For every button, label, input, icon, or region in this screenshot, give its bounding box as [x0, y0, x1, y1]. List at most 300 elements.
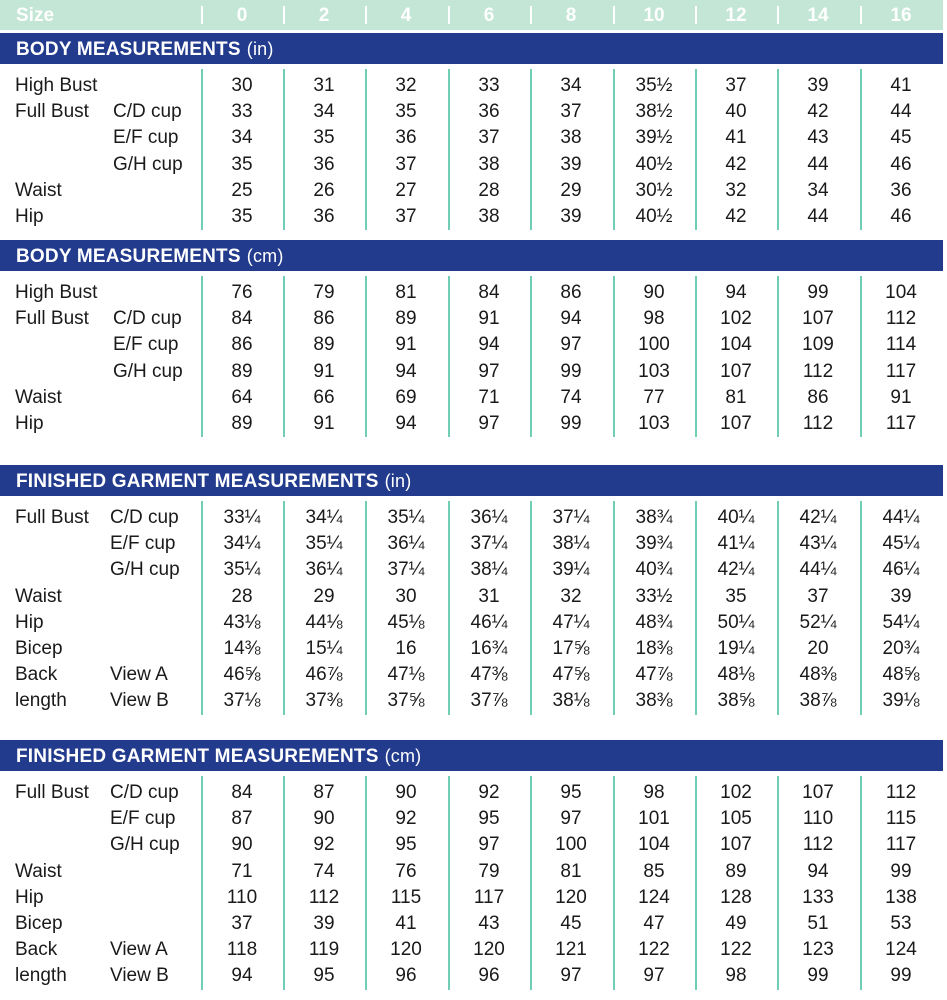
measurement-cell: 52¼ [799, 611, 837, 633]
measurement-cell: 41 [395, 913, 417, 934]
measurement-cell: 38¼ [552, 533, 590, 555]
measurement-cell: 39⅛ [882, 690, 920, 712]
measurement-cell: 46⅝ [223, 664, 261, 686]
measurement-cell: 46⅞ [305, 664, 343, 686]
measurement-cell: 105 [720, 808, 752, 830]
measurement-cell: 100 [638, 334, 670, 356]
measurement-section [0, 465, 943, 715]
measurement-cell: 97 [560, 965, 582, 987]
measurement-cell: 86 [231, 334, 253, 356]
measurement-cell: 117 [885, 413, 917, 434]
row-sublabel: C/D cup [110, 782, 179, 803]
measurement-cell: 51 [807, 913, 829, 934]
table-row [0, 610, 943, 636]
measurement-cell: 37 [725, 75, 747, 96]
row-label: Hip [15, 886, 44, 908]
measurement-cell: 94 [395, 413, 417, 434]
measurement-cell: 81 [725, 386, 747, 408]
measurement-cell: 100 [555, 834, 587, 856]
measurement-cell: 99 [560, 360, 582, 382]
measurement-cell: 138 [885, 886, 917, 908]
measurement-cell: 112 [802, 834, 834, 856]
measurement-cell: 47⅞ [635, 664, 673, 686]
measurement-cell: 107 [720, 834, 752, 856]
measurement-cell: 48⅛ [717, 664, 755, 686]
measurement-cell: 39 [560, 153, 582, 175]
measurement-cell: 91 [313, 360, 335, 382]
measurement-cell: 29 [560, 179, 582, 201]
measurement-cell: 46¼ [470, 611, 508, 633]
row-label: High Bust [15, 75, 98, 96]
measurement-cell: 102 [720, 308, 752, 330]
row-sublabel: G/H cup [113, 360, 183, 382]
measurement-cell: 104 [720, 334, 752, 356]
row-sublabel: View A [110, 664, 168, 686]
table-row [0, 531, 943, 557]
table-row [0, 832, 943, 858]
measurement-cell: 39 [560, 206, 582, 227]
measurement-cell: 110 [226, 886, 258, 908]
measurement-cell: 86 [313, 308, 335, 330]
measurement-cell: 47¼ [552, 611, 590, 633]
section-title-bar [0, 33, 943, 64]
measurement-cell: 94 [725, 282, 747, 303]
measurement-cell: 44¼ [799, 559, 837, 581]
measurement-cell: 90 [231, 834, 253, 856]
measurement-cell: 53 [890, 913, 912, 934]
measurement-cell: 112 [308, 886, 340, 908]
row-label: Hip [15, 413, 44, 434]
measurement-cell: 35 [725, 585, 747, 607]
measurement-cell: 29 [313, 585, 335, 607]
measurement-cell: 35¼ [305, 533, 343, 555]
measurement-cell: 101 [638, 808, 670, 830]
section-unit: (in) [246, 39, 274, 59]
measurement-cell: 20 [807, 638, 829, 659]
measurement-cell: 79 [478, 860, 500, 882]
measurement-cell: 102 [720, 782, 752, 803]
measurement-cell: 98 [643, 782, 665, 803]
measurement-cell: 37⅜ [305, 690, 343, 712]
measurement-cell: 38⅜ [635, 690, 673, 712]
measurement-cell: 123 [802, 939, 834, 961]
measurement-cell: 103 [638, 360, 670, 382]
table-row [0, 859, 943, 885]
measurement-cell: 48⅝ [882, 664, 920, 686]
measurement-cell: 84 [231, 308, 253, 330]
measurement-cell: 37 [395, 153, 417, 175]
table-row [0, 385, 943, 411]
row-label: Back [15, 664, 58, 686]
measurement-cell: 112 [802, 413, 834, 434]
measurement-cell: 77 [643, 386, 665, 408]
row-label: Hip [15, 611, 44, 633]
measurement-cell: 34 [313, 101, 335, 123]
table-row [0, 780, 943, 806]
measurement-cell: 91 [478, 308, 500, 330]
measurement-cell: 50¼ [717, 611, 755, 633]
row-sublabel: E/F cup [110, 808, 176, 830]
measurement-cell: 117 [473, 886, 505, 908]
row-label: Full Bust [15, 507, 89, 528]
measurement-cell: 37 [231, 913, 253, 934]
measurement-cell: 43⅛ [223, 611, 261, 633]
measurement-cell: 32 [395, 75, 417, 96]
measurement-cell: 133 [802, 886, 834, 908]
table-row [0, 359, 943, 385]
measurement-cell: 97 [478, 834, 500, 856]
measurement-cell: 44⅛ [305, 611, 343, 633]
measurement-cell: 107 [720, 360, 752, 382]
row-label: Full Bust [15, 782, 89, 803]
measurement-cell: 35¼ [223, 559, 261, 581]
section-unit: (cm) [384, 746, 422, 766]
row-label: length [15, 690, 67, 712]
measurement-cell: 36 [395, 127, 417, 149]
measurement-cell: 81 [395, 282, 417, 303]
row-label: High Bust [15, 282, 98, 303]
row-sublabel: C/D cup [113, 308, 182, 330]
measurement-cell: 99 [807, 965, 829, 987]
measurement-section [0, 33, 943, 230]
measurement-cell: 16 [395, 638, 417, 659]
measurement-cell: 94 [231, 965, 253, 987]
section-title-bar [0, 465, 943, 496]
section-title-text: FINISHED GARMENT MEASUREMENTS [16, 746, 379, 767]
table-row [0, 584, 943, 610]
measurement-cell: 47⅛ [387, 664, 425, 686]
measurement-cell: 34 [231, 127, 253, 149]
measurement-cell: 36 [478, 101, 500, 123]
measurement-cell: 38⅛ [552, 690, 590, 712]
measurement-cell: 34¼ [305, 507, 343, 528]
measurement-cell: 69 [395, 386, 417, 408]
size-header-12: 12 [725, 5, 747, 26]
measurement-cell: 18⅜ [635, 638, 673, 659]
measurement-cell: 76 [395, 860, 417, 882]
measurement-cell: 85 [643, 860, 665, 882]
measurement-cell: 34 [560, 75, 582, 96]
measurement-cell: 103 [638, 413, 670, 434]
row-sublabel: E/F cup [110, 533, 176, 555]
measurement-cell: 124 [885, 939, 917, 961]
measurement-cell: 49 [725, 913, 747, 934]
measurement-cell: 99 [560, 413, 582, 434]
section-title [16, 740, 421, 773]
measurement-cell: 95 [478, 808, 500, 830]
measurement-cell: 99 [890, 965, 912, 987]
measurement-cell: 46¼ [882, 559, 920, 581]
measurement-cell: 36 [313, 206, 335, 227]
row-sublabel: G/H cup [110, 559, 180, 581]
measurement-cell: 35 [231, 153, 253, 175]
measurement-cell: 38¼ [470, 559, 508, 581]
measurement-cell: 64 [231, 386, 253, 408]
table-row [0, 806, 943, 832]
measurement-cell: 37¼ [552, 507, 590, 528]
measurement-cell: 84 [231, 782, 253, 803]
measurement-cell: 91 [313, 413, 335, 434]
table-row [0, 911, 943, 937]
measurement-cell: 90 [643, 282, 665, 303]
measurement-cell: 95 [560, 782, 582, 803]
measurement-cell: 107 [720, 413, 752, 434]
measurement-cell: 117 [885, 360, 917, 382]
measurement-cell: 97 [560, 808, 582, 830]
section-title [16, 240, 284, 273]
measurement-cell: 16¾ [470, 638, 508, 659]
measurement-cell: 33 [231, 101, 253, 123]
measurement-cell: 46 [890, 206, 912, 227]
measurement-cell: 47 [643, 913, 665, 934]
measurement-cell: 40½ [635, 206, 673, 227]
measurement-cell: 40¾ [635, 559, 673, 581]
table-row [0, 411, 943, 437]
measurement-cell: 25 [231, 179, 253, 201]
measurement-cell: 121 [555, 939, 587, 961]
measurement-cell: 37⅛ [223, 690, 261, 712]
measurement-cell: 48⅜ [799, 664, 837, 686]
measurement-cell: 34 [807, 179, 829, 201]
measurement-cell: 42 [725, 153, 747, 175]
measurement-cell: 35¼ [387, 507, 425, 528]
measurement-cell: 122 [638, 939, 670, 961]
measurement-cell: 27 [395, 179, 417, 201]
measurement-section [0, 740, 943, 990]
measurement-cell: 79 [313, 282, 335, 303]
row-label: Waist [15, 179, 62, 201]
section-title [16, 465, 411, 498]
measurement-cell: 48¾ [635, 611, 673, 633]
row-sublabel: E/F cup [113, 127, 179, 149]
measurement-cell: 94 [395, 360, 417, 382]
section-unit: (cm) [246, 246, 284, 266]
measurement-cell: 107 [802, 308, 834, 330]
size-header-8: 8 [565, 5, 577, 26]
measurement-cell: 71 [231, 860, 253, 882]
measurement-cell: 87 [231, 808, 253, 830]
measurement-cell: 96 [395, 965, 417, 987]
size-header-16: 16 [890, 5, 912, 26]
measurement-cell: 44 [807, 206, 829, 227]
row-sublabel: View A [110, 939, 168, 961]
row-label: Waist [15, 860, 62, 882]
measurement-cell: 38 [478, 153, 500, 175]
measurement-cell: 46 [890, 153, 912, 175]
measurement-cell: 120 [390, 939, 422, 961]
measurement-cell: 94 [478, 334, 500, 356]
table-row [0, 332, 943, 358]
measurement-cell: 44¼ [882, 507, 920, 528]
measurement-cell: 97 [478, 360, 500, 382]
measurement-cell: 39¼ [552, 559, 590, 581]
measurement-cell: 91 [395, 334, 417, 356]
measurement-cell: 104 [885, 282, 917, 303]
measurement-cell: 20¾ [882, 638, 920, 659]
row-label: Hip [15, 206, 44, 227]
table-row [0, 280, 943, 306]
measurement-cell: 36¼ [387, 533, 425, 555]
measurement-cell: 54¼ [882, 611, 920, 633]
measurement-cell: 38½ [635, 101, 673, 123]
measurement-cell: 35 [231, 206, 253, 227]
row-label: length [15, 965, 67, 987]
measurement-cell: 71 [478, 386, 500, 408]
measurement-cell: 31 [313, 75, 335, 96]
measurement-cell: 107 [802, 782, 834, 803]
section-unit: (in) [384, 471, 412, 491]
row-sublabel: View B [110, 965, 169, 987]
table-row [0, 204, 943, 230]
measurement-cell: 38 [478, 206, 500, 227]
measurement-cell: 41¼ [717, 533, 755, 555]
measurement-cell: 89 [231, 360, 253, 382]
measurement-cell: 43 [478, 913, 500, 934]
row-sublabel: G/H cup [113, 153, 183, 175]
measurement-cell: 37⅞ [470, 690, 508, 712]
measurement-cell: 39½ [635, 127, 673, 149]
measurement-cell: 39¾ [635, 533, 673, 555]
measurement-cell: 33½ [635, 585, 673, 607]
size-header-6: 6 [483, 5, 495, 26]
measurement-cell: 95 [313, 965, 335, 987]
measurement-cell: 37⅝ [387, 690, 425, 712]
measurement-cell: 39 [807, 75, 829, 96]
size-header-2: 2 [318, 5, 330, 26]
row-sublabel: E/F cup [113, 334, 179, 356]
section-title [16, 33, 274, 66]
measurement-cell: 47⅜ [470, 664, 508, 686]
table-row [0, 178, 943, 204]
row-sublabel: C/D cup [110, 507, 179, 528]
measurement-cell: 86 [807, 386, 829, 408]
row-sublabel: C/D cup [113, 101, 182, 123]
measurement-cell: 39 [313, 913, 335, 934]
size-header-label: Size [16, 5, 55, 26]
measurement-cell: 76 [231, 282, 253, 303]
measurement-cell: 109 [802, 334, 834, 356]
measurement-cell: 37¼ [470, 533, 508, 555]
measurement-cell: 44 [807, 153, 829, 175]
measurement-cell: 38¾ [635, 507, 673, 528]
row-label: Full Bust [15, 101, 89, 123]
measurement-cell: 37 [807, 585, 829, 607]
size-header-4: 4 [400, 5, 412, 26]
measurement-cell: 112 [885, 782, 917, 803]
measurement-cell: 110 [802, 808, 834, 830]
row-label: Bicep [15, 913, 63, 934]
measurement-cell: 33 [478, 75, 500, 96]
measurement-cell: 86 [560, 282, 582, 303]
measurement-cell: 43 [807, 127, 829, 149]
table-row [0, 125, 943, 151]
measurement-cell: 34¼ [223, 533, 261, 555]
measurement-cell: 28 [231, 585, 253, 607]
measurement-cell: 40½ [635, 153, 673, 175]
measurement-cell: 96 [478, 965, 500, 987]
row-label: Back [15, 939, 58, 961]
measurement-cell: 97 [478, 413, 500, 434]
measurement-cell: 118 [226, 939, 258, 961]
measurement-cell: 98 [643, 308, 665, 330]
measurement-cell: 42 [725, 206, 747, 227]
section-title-bar [0, 740, 943, 771]
measurement-cell: 124 [638, 886, 670, 908]
table-row [0, 73, 943, 99]
measurement-cell: 74 [560, 386, 582, 408]
measurement-cell: 15¼ [305, 638, 343, 659]
section-title-text: FINISHED GARMENT MEASUREMENTS [16, 471, 379, 492]
measurement-cell: 38⅝ [717, 690, 755, 712]
measurement-cell: 43¼ [799, 533, 837, 555]
measurement-cell: 89 [395, 308, 417, 330]
measurement-cell: 33¼ [223, 507, 261, 528]
measurement-cell: 36¼ [305, 559, 343, 581]
measurement-cell: 128 [720, 886, 752, 908]
measurement-cell: 30½ [635, 179, 673, 201]
measurement-cell: 104 [638, 834, 670, 856]
measurement-cell: 99 [890, 860, 912, 882]
measurement-cell: 84 [478, 282, 500, 303]
measurement-cell: 89 [725, 860, 747, 882]
measurement-cell: 40¼ [717, 507, 755, 528]
measurement-section [0, 240, 943, 437]
measurement-cell: 45⅛ [387, 611, 425, 633]
measurement-cell: 44 [890, 101, 912, 123]
measurement-cell: 30 [395, 585, 417, 607]
measurement-cell: 89 [313, 334, 335, 356]
measurement-cell: 38⅞ [799, 690, 837, 712]
measurement-cell: 66 [313, 386, 335, 408]
measurement-cell: 35 [313, 127, 335, 149]
section-title-text: BODY MEASUREMENTS [16, 246, 241, 267]
measurement-cell: 97 [643, 965, 665, 987]
measurement-cell: 122 [720, 939, 752, 961]
section-title-text: BODY MEASUREMENTS [16, 39, 241, 60]
table-row [0, 99, 943, 125]
measurement-cell: 42¼ [799, 507, 837, 528]
measurement-cell: 36 [890, 179, 912, 201]
measurement-cell: 92 [478, 782, 500, 803]
measurement-cell: 92 [395, 808, 417, 830]
measurement-cell: 97 [560, 334, 582, 356]
measurement-cell: 45¼ [882, 533, 920, 555]
measurement-cell: 42 [807, 101, 829, 123]
measurement-cell: 35 [395, 101, 417, 123]
measurement-cell: 98 [725, 965, 747, 987]
measurement-cell: 37¼ [387, 559, 425, 581]
measurement-cell: 91 [890, 386, 912, 408]
measurement-cell: 95 [395, 834, 417, 856]
measurement-cell: 81 [560, 860, 582, 882]
measurement-cell: 112 [802, 360, 834, 382]
measurement-cell: 94 [560, 308, 582, 330]
measurement-cell: 94 [807, 860, 829, 882]
measurement-cell: 119 [308, 939, 340, 961]
measurement-cell: 90 [313, 808, 335, 830]
measurement-cell: 36¼ [470, 507, 508, 528]
table-row [0, 152, 943, 178]
table-row [0, 885, 943, 911]
row-sublabel: View B [110, 690, 169, 712]
measurement-cell: 37 [478, 127, 500, 149]
table-row [0, 963, 943, 989]
measurement-cell: 120 [473, 939, 505, 961]
measurement-cell: 32 [560, 585, 582, 607]
measurement-cell: 36 [313, 153, 335, 175]
measurement-cell: 40 [725, 101, 747, 123]
size-header-14: 14 [807, 5, 829, 26]
